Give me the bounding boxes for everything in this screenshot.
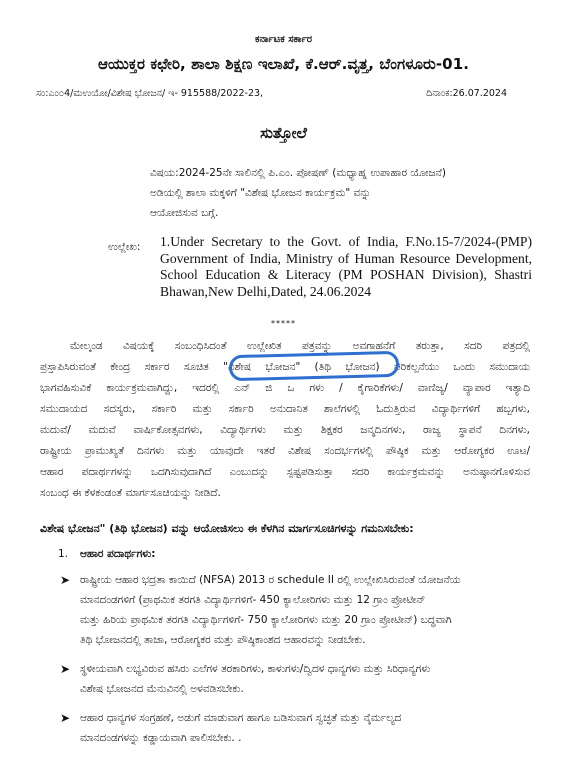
arrow-bullet-icon: ➤ [60, 711, 71, 725]
subject-line: ಅಡಿಯಲ್ಲಿ ಶಾಲಾ ಮಕ್ಕಳಿಗೆ "ವಿಶೇಷ ಭೋಜನ ಕಾರ್ಯಕ್ರಮ" ವನ್ನು [150, 187, 371, 199]
separator-stars: ***** [271, 319, 296, 328]
bullet-line: ಮಾನದಂಡಗಳಿಗೆ (ಪ್ರಾಥಮಿಕ ತರಗತಿ ವಿದ್ಯಾರ್ಥಿಗಳಿಗೆ- 450 ಕ್ಯಾಲೋರಿಗಳು ಮತ್ತು 12 ಗ್ರಾಂ ಪ್ರೋಟೀನ್ [80, 594, 426, 606]
bullet-line: ವಿಶೇಷ ಭೋಜನದ ಮೆನುವಿನಲ್ಲಿ ಅಳವಡಿಸಬೇಕು. [80, 683, 244, 695]
bullet-line: ಮಾನದಂಡಗಳನ್ನು ಕಡ್ಡಾಯವಾಗಿ ಪಾಲಿಸಬೇಕು. . [80, 732, 242, 744]
section-title: ಆಹಾರ ಪದಾರ್ಥಗಳು: [80, 548, 156, 560]
reference-number: ಸಂ:ಎಂ೦4/ಮಉಯೋ/ವಿಶೇಷ ಭೋಜನ/ ಇ- 915588/2022-23, [36, 88, 264, 99]
paragraph-line: ರಾಷ್ಟ್ರೀಯ ಪ್ರಾಮುಖ್ಯತೆ ದಿನಗಳು ಮತ್ತು ಯಾವುದೇ ಇತರೆ ವಿಶೇಷ ಸಂದರ್ಭಗಳಲ್ಲಿ ಪೌಷ್ಠಿಕ ಮತ್ತು ಆರೋಗ್ಯಕರ ಊಟ/ [40, 445, 530, 457]
bullet-line: ಸ್ಥಳೀಯವಾಗಿ ಲಭ್ಯವಿರುವ ಹಸಿರು ಎಲೆಗಳ ತರಕಾರಿಗಳು, ಕಾಳುಗಳು/ದ್ವಿದಳ ಧಾನ್ಯಗಳು ಮತ್ತು ಸಿರಿಧಾನ್ಯಗಳು [80, 663, 431, 675]
guideline-bullets [58, 570, 528, 757]
highlight-circle-annotation [229, 351, 400, 381]
list-item [58, 570, 528, 650]
paragraph-line: ಭಾಗವಹಿಸುವಿಕೆ ಕಾರ್ಯಕ್ರಮವಾಗಿದ್ದು, ಇದರಲ್ಲಿ ಎನ್ ಜಿ ಒ ಗಳು / ಕೈಗಾರಿಕೆಗಳು/ ವಾಣಿಜ್ಯ/ ವ್ಯಾಪಾರ ಇತ್ಯಾದಿ [40, 382, 530, 394]
government-header: ಕರ್ನಾಟಕ ಸರ್ಕಾರ [254, 34, 313, 45]
subject-line: ವಿಷಯ:2024-25ನೇ ಸಾಲಿನಲ್ಲಿ ಪಿ.ಎಂ. ಪೋಷಣ್ (ಮಧ್ಯಾಹ್ನ ಉಪಾಹಾರ ಯೋಜನೆ) [150, 167, 446, 179]
issue-date: ದಿನಾಂಕ:26.07.2024 [426, 88, 507, 99]
subject-block [150, 163, 530, 223]
arrow-bullet-icon: ➤ [60, 662, 71, 676]
reference-label: ಉಲ್ಲೇಖ: [108, 241, 141, 253]
subject-line: ಆಯೋಜಿಸುವ ಬಗ್ಗೆ. [150, 207, 219, 219]
bullet-line: ಆಹಾರ ಧಾನ್ಯಗಳ ಸಂಗ್ರಹಣೆ, ಅಡುಗೆ ಮಾಡುವಾಗ ಹಾಗೂ ಬಡಿಸುವಾಗ ಸ್ವಚ್ಛತೆ ಮತ್ತು ನೈರ್ಮಲ್ಯದ [80, 712, 402, 724]
paragraph-line: ಆಹಾರ ಪದಾರ್ಥಗಳನ್ನು ಒದಗಿಸುವುದಾಗಿದೆ ಎಂಬುದನ್ನು ಸ್ಪಷ್ಟಪಡಿಸುತ್ತಾ ಸದರಿ ಕಾರ್ಯಕ್ರಮವನ್ನು ಅನುಷ್ಠಾನಗೊಳಿಸುವ [40, 466, 530, 478]
arrow-bullet-icon: ➤ [60, 573, 71, 587]
guidelines-heading: ವಿಶೇಷ ಭೋಜನ" (ತಿಥಿ ಭೋಜನ) ವನ್ನು ಆಯೋಜಿಸಲು ಈ ಕೆಳಗಿನ ಮಾರ್ಗಸೂಚಿಗಳನ್ನು ಗಮನಿಸಬೇಕು: [40, 522, 414, 535]
list-item [58, 708, 528, 748]
section-heading [58, 548, 156, 561]
document-title: ಸುತ್ತೋಲೆ [260, 124, 307, 142]
paragraph-line: ಪ್ರಸ್ತಾಪಿಸಿರುವಂತೆ ಕೇಂದ್ರ ಸರ್ಕಾರ ಸೂಚಿತ "ವಿಶೇಷ ಭೋಜನ" (ತಿಥಿ ಭೋಜನ) ಪರಿಕಲ್ಪನೆಯು ಒಂದು ಸಮುದಾಯ [40, 361, 530, 373]
reference-text: 1.Under Secretary to the Govt. of India, F.No.15-7/2024-(PMP) Government of India, Ministry of Human Resource Development, School Education & Literacy (PM POSHAN Division), Shastri Bhawan,New Delhi,Dated, 24.06.2024 [160, 234, 532, 299]
paragraph-line: ಸಂಬಂಧ ಈ ಕೆಳಕಂಡಂತೆ ಮಾರ್ಗಸೂಚಿಯನ್ನು ನೀಡಿದೆ. [40, 487, 221, 499]
bullet-line: ರಾಷ್ಟ್ರೀಯ ಆಹಾರ ಭದ್ರತಾ ಕಾಯಿದೆ (NFSA) 2013 ರ schedule II ರಲ್ಲಿ ಉಲ್ಲೇಖಿಸಿರುವಂತೆ ಯೋಜನೆಯ [80, 574, 461, 586]
bullet-line: ತಿಥಿ ಭೋಜನದಲ್ಲಿ ತಾಜಾ, ಆರೋಗ್ಯಕರ ಮತ್ತು ಪೌಷ್ಠಿಕಾಂಶದ ಆಹಾರವನ್ನು ನೀಡಬೇಕು. [80, 634, 366, 646]
list-item [58, 659, 528, 699]
paragraph-line: ಮದುವೆ/ ಮದುವೆ ವಾರ್ಷಿಕೋತ್ಸವಗಳು, ವಿದ್ಯಾರ್ಥಿಗಳು ಮತ್ತು ಶಿಕ್ಷಕರ ಜನ್ಮದಿನಗಳು, ರಾಜ್ಯ ಸ್ಥಾಪನೆ ದಿನಗಳು, [40, 424, 530, 436]
section-number: 1. [58, 548, 69, 560]
paragraph-line: ಮೇಲ್ಕಂಡ ವಿಷಯಕ್ಕೆ ಸಂಬಂಧಿಸಿದಂತೆ ಉಲ್ಲೇಖಿತ ಪತ್ರವನ್ನು ಅವಗಾಹನೆಗೆ ತರುತ್ತಾ, ಸದರಿ ಪತ್ರದಲ್ಲಿ [70, 340, 530, 352]
paragraph-line: ಸಮುದಾಯದ ಸದಸ್ಯರು, ಸರ್ಕಾರಿ ಮತ್ತು ಸರ್ಕಾರಿ ಅನುದಾನಿತ ಶಾಲೆಗಳಲ್ಲಿ ಓದುತ್ತಿರುವ ವಿದ್ಯಾರ್ಥಿಗಳಿಗೆ ಹಬ್ಬಗಳು, [40, 403, 530, 415]
bullet-line: ಮತ್ತು ಹಿರಿಯ ಪ್ರಾಥಮಿಕ ತರಗತಿ ವಿದ್ಯಾರ್ಥಿಗಳಿಗೆ- 750 ಕ್ಯಾಲೋರಿಗಳು ಮತ್ತು 20 ಗ್ರಾಂ ಪ್ರೋಟೀನ್) ಬದ್ಧವಾಗಿ [80, 614, 452, 626]
office-header: ಆಯುಕ್ತರ ಕಛೇರಿ, ಶಾಲಾ ಶಿಕ್ಷಣ ಇಲಾಖೆ, ಕೆ.ಆರ್.ವೃತ್ತ, ಬೆಂಗಳೂರು-01. [97, 55, 470, 73]
